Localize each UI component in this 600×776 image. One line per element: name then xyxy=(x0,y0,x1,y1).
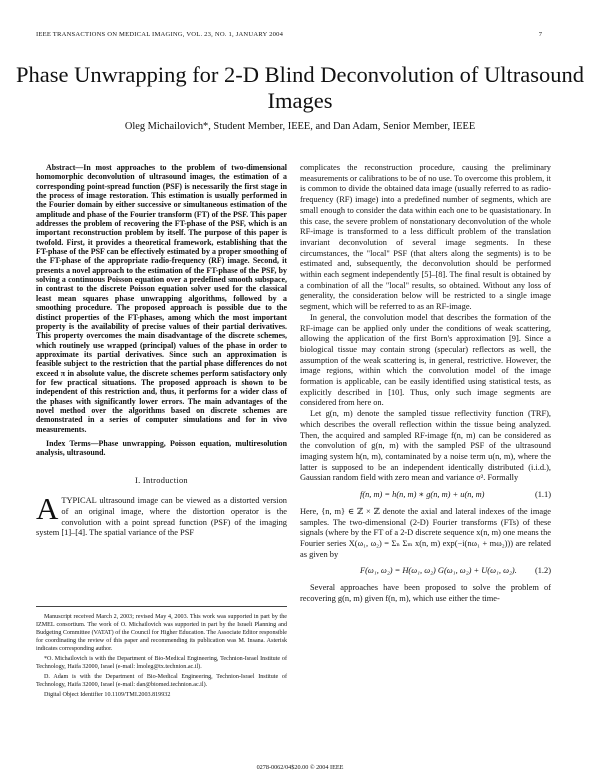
copyright-footer: 0278-0062/04$20.00 © 2004 IEEE xyxy=(256,764,344,771)
right-paragraph-1: complicates the reconstruction procedure, causing the preliminary measurements or calibrations to be of no use. To overcome this problem, it is common to divide the obtained data image (usually referred to as radio-frequency (RF) image) into a predefined number of segments, which are small enough to consider the data within each one to be quasistationary. In this case, the severe problem of nonstationary deconvolution of the whole RF-image is transformed to a less difficult problem of the translation invariant deconvolution of several image segments. In these circumstances, the "local" PSF (that alters along the segments) is to be estimated and, subsequently, the deconvolution should be performed within each segment independently [5]–[8]. The final result is obtained by a combination of all the "local" results, so obtained. Without any loss of generality, the consideration below will be restricted to a single image segment, which will be referred to as an RF-image. xyxy=(300,163,551,312)
intro-paragraph xyxy=(36,491,287,539)
footnotes xyxy=(36,606,287,701)
right-column xyxy=(300,163,551,604)
right-paragraph-3: Let g(n, m) denote the sampled tissue reflectivity function (TRF), which describes the overall reflection within the tissue being analyzed. Then, the acquired and sampled RF-image f(n, m) can be considered as the convolution of g(n, m) with the sampled PSF of the ultrasound imaging system h(n, m), contaminated by a noise term u(n, m), where the latter is supposed to be an independent identically distributed (i.i.d.), Gaussian random field with zero mean and variance σ². Formally xyxy=(300,409,551,483)
equation-1-2 xyxy=(300,566,551,577)
equation-number: (1.1) xyxy=(534,490,551,500)
equation-1-1 xyxy=(300,490,551,501)
footnote-manuscript: Manuscript received March 2, 2003; revised May 4, 2003. This work was supported in part by the IZMEL consortium. The work of O. Michailovich was supported in part by the Israeli Planning and Budgeting Committee (VATAT) of the Council for Higher Education. The Associate Editor responsible for coordinating the review of this paper and recommending its publication was M. Insana. Asterisk indicates corresponding author. xyxy=(36,614,287,652)
equation-expression: F(ω₁, ω₂) = H(ω₁, ω₂) G(ω₁, ω₂) + U(ω₁, ω₂). xyxy=(360,566,517,576)
right-paragraph-5: Several approaches have been proposed to solve the problem of recovering g(n, m) given f(n, m), which use either the time- xyxy=(300,583,551,603)
page-number: 7 xyxy=(538,31,542,38)
equation-expression: f(n, m) = h(n, m) ∗ g(n, m) + u(n, m) xyxy=(360,490,485,500)
footnote-author-1: *O. Michailovich is with the Department of Bio-Medical Engineering, Technion-Israel Institute of Technology, Haifa 32000, Israel (e-mail: lmoleg@tx.technion.ac.il). xyxy=(36,656,287,670)
left-column xyxy=(36,163,287,539)
abstract: Abstract—In most approaches to the problem of two-dimensional homomorphic deconvolution of ultrasound images, the estimation of a corresponding point-spread function (PSF) is necessarily the first stage in the process of image restoration. This estimation is usually performed in the Fourier domain by either successive or simultaneous estimation of the amplitude and phase of the Fourier transform (FT) of the PSF. This paper addresses the problem of recovering the FT-phase of the PSF, which is an important reconstruction problem by itself. The purpose of this paper is twofold. First, it provides a theoretical framework, establishing that the FT-phase of the PSF can be effectively estimated by a proper smoothing of the FT-phase of the appropriate radio-frequency (RF) image. Second, it presents a novel approach to the estimation of the FT-phase of the PSF, by solving a continuous Poisson equation over a predefined smooth subspace, in contrast to the discrete Poisson equation solver used for the classical least mean squares phase unwrapping algorithms, followed by a smoothing procedure. The proposed approach is possible due to the distinct properties of the FT-phases, among which the most important property is the availability of precise values of their partial derivatives. This property overcomes the main disadvantage of the discrete schemes, which routinely use wrapped (principal) values of the phase in order to approximate its partial derivatives. Since such an approximation is feasible subject to the restriction that the partial phase differences do not exceed π in absolute value, the discrete schemes perform satisfactory only for few practical situations. The proposed approach is shown to be independent of this restriction and, thus, it performs for a wider class of the phases with significantly lower errors. The main advantages of the novel method over the algorithms based on discrete schemes are demonstrated in a series of computer simulations and for in vivo measurements. xyxy=(36,163,287,434)
section-heading: I. Introduction xyxy=(135,475,188,485)
intro-text: TYPICAL ultrasound image can be viewed as a distorted version of an original image, where the distortion operator is the convolution with a point spread function (PSF) of the imaging system [1]–[4]. The spatial variance of the PSF xyxy=(36,496,287,538)
paper-title: Phase Unwrapping for 2-D Blind Deconvolution of Ultrasound Images xyxy=(15,62,585,113)
right-paragraph-2: In general, the convolution model that describes the formation of the RF-image can be applied only under the conditions of weak scattering, allowing the application of the first Born's approximation [9]. Since a biological tissue may contain strong (specular) reflectors as well, the assumption of the weak scattering is, in general, restrictive. However, the image regions, within which the convolution model of the image formation is applicable, can be easily identified using statistical tests, as explicitly described in [10]. Thus, only such image segments are considered from here on. xyxy=(300,312,551,408)
footnote-doi: Digital Object Identifier 10.1109/TMI.2003.819932 xyxy=(44,692,171,698)
index-terms: Index Terms—Phase unwrapping, Poisson equation, multiresolution analysis, ultrasound. xyxy=(36,438,287,458)
footnote-author-2: D. Adam is with the Department of Bio-Medical Engineering, Technion-Israel Institute of Technology, Haifa 32000, Israel (e-mail: dan@biomed.technion.ac.il). xyxy=(36,674,287,688)
equation-number: (1.2) xyxy=(534,566,551,576)
author-line: Oleg Michailovich*, Student Member, IEEE, and Dan Adam, Senior Member, IEEE xyxy=(124,121,476,132)
drop-cap: A xyxy=(36,491,59,527)
right-paragraph-4: Here, {n, m} ∈ ℤ × ℤ denote the axial and lateral indexes of the image samples. The two-dimensional (2-D) Fourier transforms (FTs) of these signals (where by the FT of a 2-D discrete sequence x(n, m) one means the Fourier series X(ω₁, ω₂) = Σₙ Σₘ x(n, m) exp(−i(nω₁ + mω₂))) are related as given by xyxy=(300,506,551,559)
journal-header: IEEE TRANSACTIONS ON MEDICAL IMAGING, VOL. 23, NO. 1, JANUARY 2004 xyxy=(36,31,284,38)
